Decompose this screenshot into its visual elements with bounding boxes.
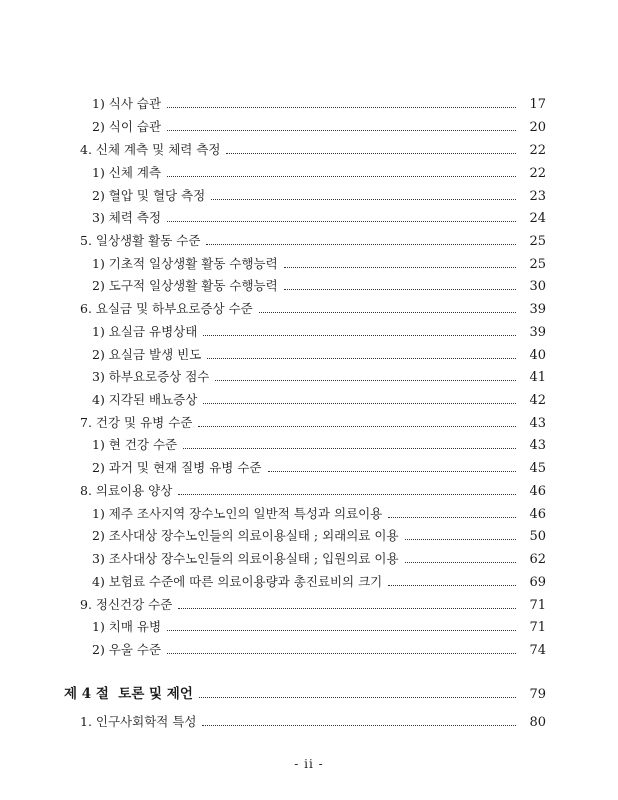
toc-entry-page: 74 bbox=[529, 643, 546, 658]
toc-entry-page: 43 bbox=[529, 416, 546, 431]
toc-chapter-entry[interactable] bbox=[64, 685, 546, 704]
toc-entry[interactable] bbox=[92, 277, 546, 296]
dot-leader bbox=[206, 243, 516, 245]
toc-entry[interactable] bbox=[92, 391, 546, 410]
toc-entry-label: 1) 신체 계측 bbox=[92, 165, 162, 180]
toc-entry-page: 22 bbox=[529, 166, 546, 181]
dot-leader bbox=[268, 470, 517, 472]
toc-entry-label: 제 4 절 토론 및 제언 bbox=[64, 686, 193, 702]
toc-entry[interactable] bbox=[92, 368, 546, 387]
toc-entry-page: 39 bbox=[529, 325, 546, 340]
dot-leader bbox=[405, 561, 516, 563]
toc-entry-label: 6. 요실금 및 하부요로증상 수준 bbox=[80, 301, 253, 316]
toc-entry[interactable] bbox=[92, 187, 546, 206]
dot-leader bbox=[388, 584, 516, 586]
toc-entry[interactable] bbox=[92, 323, 546, 342]
toc-entry[interactable] bbox=[92, 459, 546, 478]
dot-leader bbox=[167, 220, 516, 222]
toc-entry-page: 23 bbox=[529, 189, 546, 204]
toc-entry[interactable] bbox=[80, 300, 546, 319]
toc-entry-page: 80 bbox=[529, 715, 546, 730]
dot-leader bbox=[167, 129, 516, 131]
toc-entry-page: 22 bbox=[529, 143, 546, 158]
dot-leader bbox=[215, 379, 516, 381]
toc-entry-page: 40 bbox=[529, 348, 546, 363]
dot-leader bbox=[178, 607, 516, 609]
dot-leader bbox=[203, 402, 516, 404]
toc-entry-label: 5. 일상생활 활동 수준 bbox=[80, 233, 201, 248]
toc-entry-label: 8. 의료이용 양상 bbox=[80, 483, 173, 498]
toc-entry-label: 1) 치매 유병 bbox=[92, 619, 162, 634]
dot-leader bbox=[226, 152, 516, 154]
toc-entry[interactable] bbox=[92, 346, 546, 365]
toc-entry-label: 2) 도구적 일상생활 활동 수행능력 bbox=[92, 278, 278, 293]
toc-entry-page: 46 bbox=[529, 484, 546, 499]
toc-entry[interactable] bbox=[92, 164, 546, 183]
toc-entry-label: 1) 요실금 유병상태 bbox=[92, 324, 198, 339]
toc-entry-page: 50 bbox=[529, 529, 546, 544]
toc-entry[interactable] bbox=[92, 436, 546, 455]
toc-entry[interactable] bbox=[92, 641, 546, 660]
toc-entry-page: 17 bbox=[529, 97, 546, 112]
toc-entry-page: 71 bbox=[529, 620, 546, 635]
toc-entry[interactable] bbox=[92, 118, 546, 137]
toc-entry[interactable] bbox=[92, 209, 546, 228]
toc-entry-label: 9. 정신건강 수준 bbox=[80, 597, 173, 612]
toc-entry-page: 46 bbox=[529, 507, 546, 522]
dot-leader bbox=[284, 266, 516, 268]
toc-entry[interactable] bbox=[80, 232, 546, 251]
toc-entry-label: 1) 식사 습관 bbox=[92, 96, 162, 111]
dot-leader bbox=[259, 311, 516, 313]
toc-entry-label: 2) 조사대상 장수노인들의 의료이용실태 ; 외래의료 이용 bbox=[92, 528, 399, 543]
toc-entry-page: 71 bbox=[529, 598, 546, 613]
toc-entry[interactable] bbox=[80, 141, 546, 160]
toc-entry[interactable] bbox=[92, 95, 546, 114]
toc-entry-label: 2) 식이 습관 bbox=[92, 119, 162, 134]
dot-leader bbox=[211, 198, 516, 200]
toc-entry[interactable] bbox=[92, 527, 546, 546]
toc-entry-page: 41 bbox=[529, 370, 546, 385]
toc-entry-page: 62 bbox=[529, 552, 546, 567]
dot-leader bbox=[405, 538, 516, 540]
dot-leader bbox=[203, 334, 516, 336]
dot-leader bbox=[198, 425, 516, 427]
toc-entry[interactable] bbox=[80, 414, 546, 433]
toc-entry-label: 4. 신체 계측 및 체력 측정 bbox=[80, 142, 221, 157]
page-number: - ii - bbox=[294, 757, 324, 771]
toc-entry-page: 42 bbox=[529, 393, 546, 408]
toc-entry-label: 1) 제주 조사지역 장수노인의 일반적 특성과 의료이용 bbox=[92, 506, 383, 521]
dot-leader bbox=[284, 288, 516, 290]
toc-entry[interactable] bbox=[92, 618, 546, 637]
toc-entry-label: 2) 우울 수준 bbox=[92, 642, 162, 657]
toc-entry-page: 30 bbox=[529, 279, 546, 294]
toc-entry[interactable] bbox=[80, 596, 546, 615]
toc-entry-label: 2) 혈압 및 혈당 측정 bbox=[92, 188, 206, 203]
toc-entry-page: 25 bbox=[529, 234, 546, 249]
toc-entry-label: 3) 조사대상 장수노인들의 의료이용실태 ; 입원의료 이용 bbox=[92, 551, 399, 566]
dot-leader bbox=[207, 357, 516, 359]
toc-entry-page: 79 bbox=[529, 687, 546, 702]
toc-entry-label: 3) 체력 측정 bbox=[92, 210, 162, 225]
dot-leader bbox=[183, 447, 516, 449]
toc-entry[interactable] bbox=[92, 573, 546, 592]
toc-entry[interactable] bbox=[92, 255, 546, 274]
toc-entry[interactable] bbox=[80, 713, 546, 732]
toc-entry-label: 7. 건강 및 유병 수준 bbox=[80, 415, 193, 430]
toc-entry-page: 43 bbox=[529, 438, 546, 453]
toc-entry-page: 69 bbox=[529, 575, 546, 590]
toc-entry-label: 4) 보험료 수준에 따른 의료이용량과 총진료비의 크기 bbox=[92, 574, 383, 589]
toc-entry[interactable] bbox=[92, 505, 546, 524]
dot-leader bbox=[167, 106, 516, 108]
toc-entry-label: 1. 인구사회학적 특성 bbox=[80, 714, 197, 729]
toc-entry-label: 3) 하부요로증상 점수 bbox=[92, 369, 210, 384]
dot-leader bbox=[167, 629, 516, 631]
toc-entry-label: 4) 지각된 배뇨증상 bbox=[92, 392, 198, 407]
dot-leader bbox=[202, 724, 516, 726]
toc-entry-label: 1) 기초적 일상생활 활동 수행능력 bbox=[92, 256, 278, 271]
dot-leader bbox=[388, 516, 516, 518]
toc-entry-label: 2) 과거 및 현재 질병 유병 수준 bbox=[92, 460, 262, 475]
toc-entry[interactable] bbox=[80, 482, 546, 501]
toc-entry-label: 2) 요실금 발생 빈도 bbox=[92, 347, 202, 362]
toc-entry-label: 1) 현 건강 수준 bbox=[92, 437, 178, 452]
toc-entry-page: 39 bbox=[529, 302, 546, 317]
dot-leader bbox=[178, 493, 516, 495]
toc-entry-page: 20 bbox=[529, 120, 546, 135]
toc-entry-page: 45 bbox=[529, 461, 546, 476]
dot-leader bbox=[167, 175, 516, 177]
toc-entry[interactable] bbox=[92, 550, 546, 569]
dot-leader bbox=[167, 652, 516, 654]
dot-leader bbox=[199, 696, 516, 698]
toc-entry-page: 24 bbox=[529, 211, 546, 226]
toc-entry-page: 25 bbox=[529, 257, 546, 272]
